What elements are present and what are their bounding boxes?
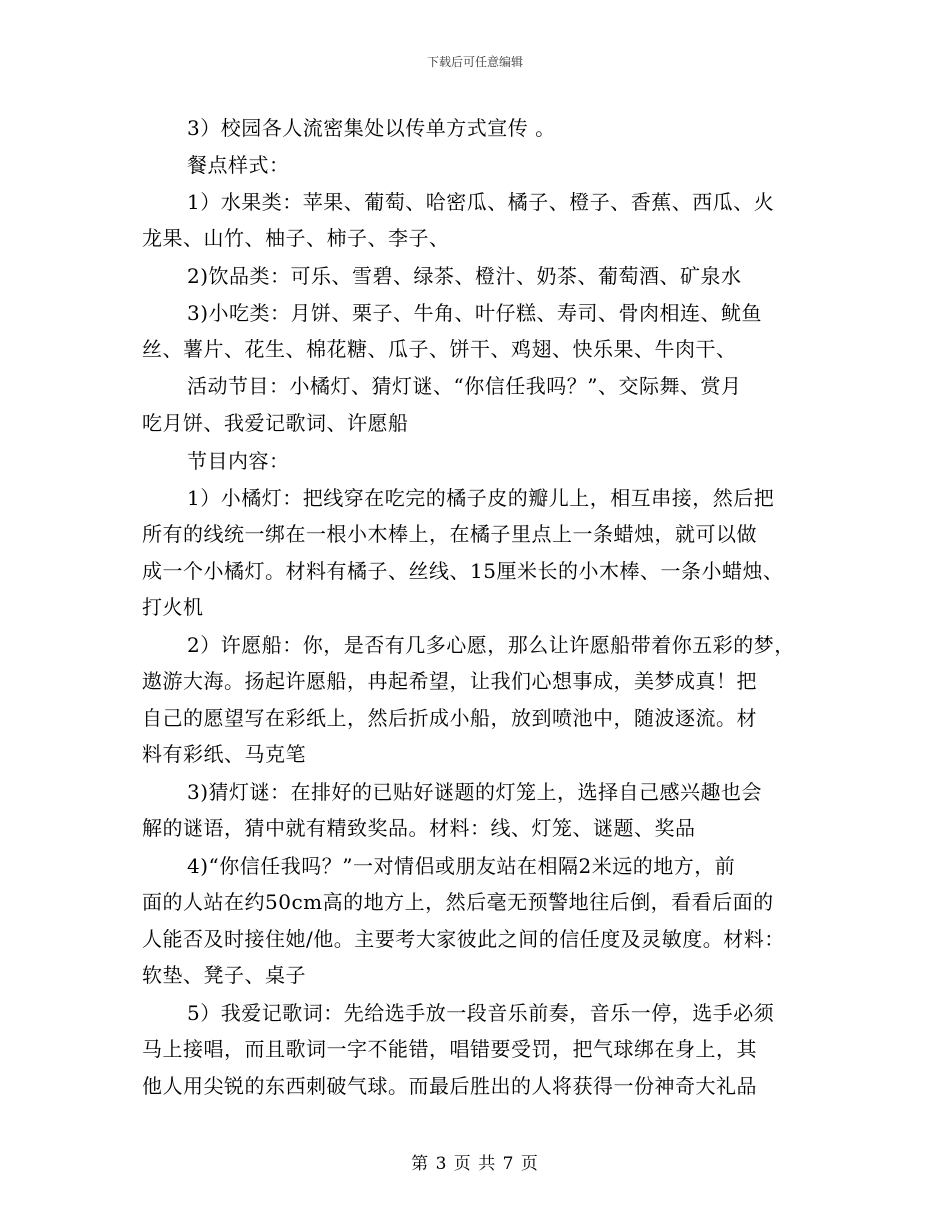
text-line: 自己的愿望写在彩纸上，然后折成小船，放到喷池中，随波逐流。材 — [142, 706, 757, 730]
text-line: 软垫、凳子、桌子 — [142, 963, 306, 987]
page-header: 下载后可任意编辑 — [426, 55, 523, 69]
text-line: 马上接唱，而且歌词一字不能错，唱错要受罚，把气球绑在身上，其 — [142, 1037, 757, 1061]
text-line: 成一个小橘灯。材料有橘子、丝线、15厘米长的小木棒、一条小蜡烛、 — [142, 559, 784, 583]
text-line: 丝、薯片、花生、棉花糖、瓜子、饼干、鸡翅、快乐果、牛肉干、 — [142, 337, 737, 361]
text-line: 3)小吃类：月饼、栗子、牛角、叶仔糕、寿司、骨肉相连、鱿鱼 — [187, 301, 763, 325]
text-line: 料有彩纸、马克笔 — [142, 742, 306, 766]
text-line: 吃月饼、我爱记歌词、许愿船 — [142, 411, 409, 435]
text-line: 4)“你信任我吗？”一对情侣或朋友站在相隔2米远的地方，前 — [187, 854, 736, 878]
text-line: 面的人站在约50cm高的地方上，然后毫无预警地往后倒，看看后面的 — [142, 890, 774, 914]
text-line: 解的谜语，猜中就有精致奖品。材料：线、灯笼、谜题、奖品 — [142, 816, 696, 840]
text-line: 龙果、山竹、柚子、柿子、李子、 — [142, 226, 450, 250]
text-line: 人能否及时接住她/他。主要考大家彼此之间的信任度及灵敏度。材料： — [142, 927, 785, 951]
text-line: 5）我爱记歌词：先给选手放一段音乐前奏，音乐一停，选手必须 — [187, 1001, 775, 1025]
text-line: 遨游大海。扬起许愿船，冉起希望，让我们心想事成，美梦成真！把 — [142, 669, 757, 693]
text-line: 活动节目：小橘灯、猜灯谜、“你信任我吗？”、交际舞、赏月 — [187, 374, 742, 398]
text-line: 1）小橘灯：把线穿在吃完的橘子皮的瓣儿上，相互串接，然后把 — [187, 486, 775, 510]
text-line: 2）许愿船：你，是否有几多心愿，那么让许愿船带着你五彩的梦， — [187, 633, 795, 657]
text-line: 他人用尖锐的东西刺破气球。而最后胜出的人将获得一份神奇大礼品 — [142, 1074, 757, 1098]
text-line: 所有的线统一绑在一根小木棒上，在橘子里点上一条蜡烛，就可以做 — [142, 522, 757, 546]
text-line: 打火机 — [142, 595, 204, 619]
page-footer: 第 3 页 共 7 页 — [411, 1154, 539, 1174]
text-line: 2)饮品类：可乐、雪碧、绿茶、橙汁、奶茶、葡萄酒、矿泉水 — [187, 264, 742, 288]
text-line: 3）校园各人流密集处以传单方式宣传 。 — [187, 116, 556, 140]
text-line: 节目内容： — [187, 449, 290, 473]
text-line: 1）水果类：苹果、葡萄、哈密瓜、橘子、橙子、香蕉、西瓜、火 — [187, 190, 775, 214]
text-line: 3)猜灯谜：在排好的已贴好谜题的灯笼上，选择自己感兴趣也会 — [187, 780, 763, 804]
text-line: 餐点样式： — [187, 153, 290, 177]
